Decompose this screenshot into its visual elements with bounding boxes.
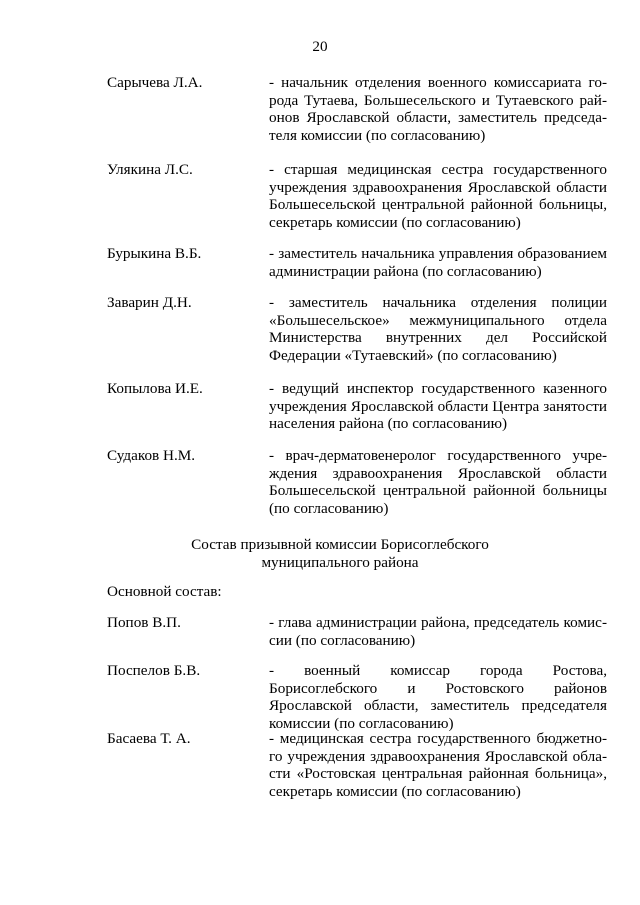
member-role: - заместитель начальника управления образованием администрации района (по согласованию) [269,245,607,280]
member-name: Бурыкина В.Б. [107,245,202,262]
member-role: - глава администрации района, председатель комиссии (по согласованию) [269,614,607,649]
section-title-line: Состав призывной комиссии Борисоглебского [191,536,489,553]
member-role: - врач-дерматовенеролог государственного учреждения здравоохранения Ярославской области Большесельской центральной районной больницы (по согласованию) [269,447,607,517]
member-role: - ведущий инспектор государственного казенного учреждения Ярославской области Центра занятости населения района (по согласованию) [269,380,607,433]
section-title [150,536,530,571]
member-role: - старшая медицинская сестра государственного учреждения здравоохранения Ярославской области Большесельской центральной районной больницы, секретарь комиссии (по согласованию) [269,161,607,231]
member-name: Заварин Д.Н. [107,294,192,311]
member-name: Поспелов Б.В. [107,662,201,679]
member-name: Улякина Л.С. [107,161,193,178]
member-name: Басаева Т. А. [107,730,191,747]
member-role: - военный комиссар города Ростова, Борисоглебского и Ростовского районов Ярославской области, заместитель председателя комиссии (по согласованию) [269,662,607,732]
member-role: - заместитель начальника отделения полиции «Большесельское» межмуниципального отдела Министерства внутренних дел Российской Федерации «Тутаевский» (по согласованию) [269,294,607,364]
subsection-label: Основной состав: [107,583,222,600]
page-number: 20 [312,38,328,55]
member-name: Копылова И.Е. [107,380,203,397]
member-role: - начальник отделения военного комиссариата города Тутаева, Большесельского и Тутаевского районов Ярославской области, заместитель председателя комиссии (по согласованию) [269,74,607,144]
section-title-line: муниципального района [261,553,419,571]
member-name: Сарычева Л.А. [107,74,203,91]
member-name: Судаков Н.М. [107,447,196,464]
member-role: - медицинская сестра государственного бюджетного учреждения здравоохранения Ярославской области «Ростовская центральная районная больница», секретарь комиссии (по согласованию) [269,730,607,800]
member-name: Попов В.П. [107,614,181,631]
